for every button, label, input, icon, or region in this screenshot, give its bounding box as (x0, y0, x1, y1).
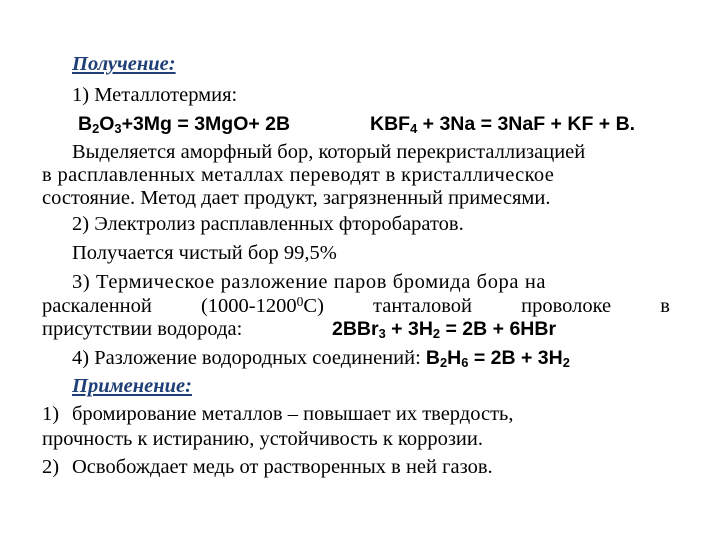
application-item-1-num: 1) (42, 403, 60, 425)
item2-title: 2) Электролиз расплавленных фторобаратов. (72, 213, 464, 235)
application-item-2-num: 2) (42, 456, 60, 478)
equation-kbf4-na: $KBF_4 + 3Na = 3NaF$ + KF + B. (370, 113, 636, 137)
para1-line1: Выделяется аморфный бор, который перекристаллизацией (72, 141, 586, 163)
item3-line3: присутствии водорода: (42, 318, 243, 340)
application-heading: Применение: (72, 375, 192, 397)
equation-bbr3-h2: $2BBr_3 + 3H_2 = 2B + 6HBr$ (332, 318, 557, 342)
item1-title: 1) Металлотермия: (72, 84, 238, 106)
item2-result: Получается чистый бор 99,5% (72, 242, 337, 264)
application-item-1-line1: бромирование металлов – повышает их твердость, (72, 403, 514, 425)
application-item-1-line2: прочность к истиранию, устойчивость к коррозии. (42, 428, 483, 450)
para1-line2: в расплавленных металлах переводят в кристаллическое (42, 164, 555, 186)
para1-line3: состояние. Метод дает продукт, загрязненный примесями. (42, 187, 551, 209)
application-item-2-line1: Освобождает медь от растворенных в ней газов. (72, 456, 493, 478)
item3-line2: раскаленной (1000-1200$^0$C) танталовой проволоке в (42, 293, 670, 317)
production-heading: Получение: (72, 53, 176, 75)
item3-line1: 3) Термическое разложение паров бромида бора на (72, 271, 547, 293)
item4-line: 4) Разложение водородных соединений: $B_2H_6 = 2B + 3H_2$ (72, 347, 570, 371)
equation-b2o3-mg: $B_2O_3+3Mg = 3MgO+ 2B$ (78, 113, 291, 137)
equation-b2h6: $B_2H_6 = 2B + 3H_2$ (425, 347, 570, 371)
